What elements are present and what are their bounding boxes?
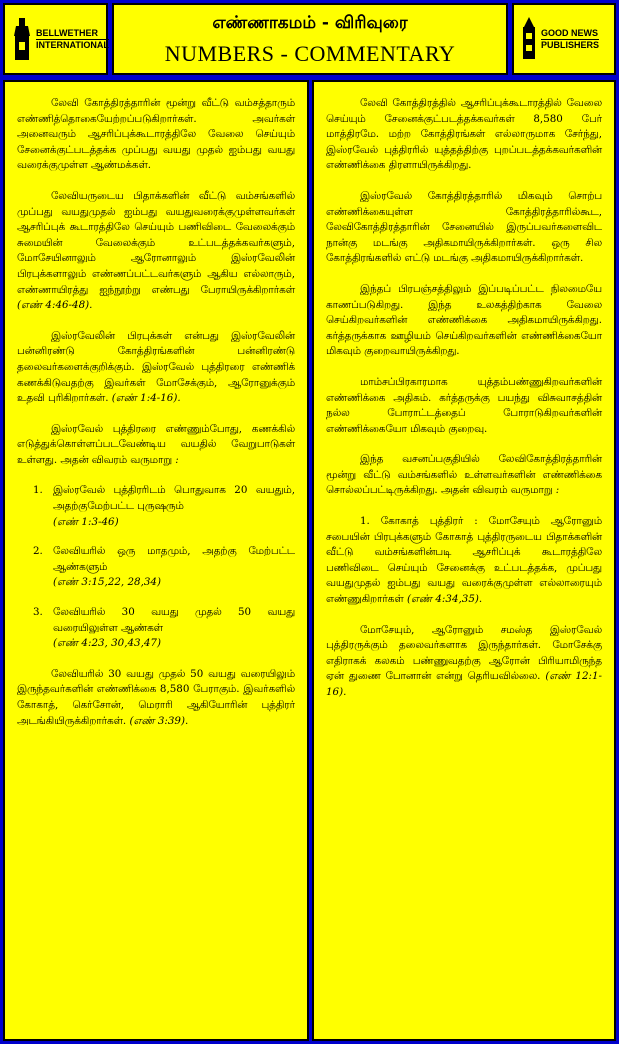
paragraph: லேவி கோத்திரத்தாரின் மூன்று வீட்டு வம்சத்தாரும் எண்ணித்தொகையேற்றப்படுகிறார்கள். அவர்கள் அனைவரும் ஆசரிப்புக்கூடாரத்திலே வேலை செய்யும் சேனைக்குட்படத்தக்க முப்பது வயது முதல் ஐம்பது வயது வரைக்குமுள்ள ஆண்மக்கள்.: [17, 97, 295, 172]
list-item: 1. இஸ்ரவேல் புத்திரரிடம் பொதுவாக 20 வயதும், அதற்குமேற்பட்ட புருஷரும் (எண் 1:3-46): [33, 484, 295, 528]
logo-text-right: GOOD NEWS PUBLISHERS: [541, 27, 600, 50]
scripture-reference: (எண் 12:1-16).: [326, 670, 602, 698]
paragraph: லேவி கோத்திரத்தில் ஆசரிப்புக்கூடாரத்தில் வேலை செய்யும் சேனைக்குட்படத்தக்கவர்கள் 8,580 பேர் மாத்திரமே. மற்ற கோத்திரங்கள் எல்லாருமாக சேர்ந்து, இஸ்ரவேல் புத்திரரில் யுத்தத்திற்கு புறப்படத்தக்கவர்களின் எண்ணிக்கை திரளாயிருக்கிறது.: [326, 97, 602, 172]
english-title: NUMBERS - COMMENTARY: [164, 41, 456, 66]
paragraph: இஸ்ரவேலின் பிரபுக்கள் என்பது இஸ்ரவேலின் பன்னிரண்டு கோத்திரங்களின் பன்னிரண்டு தலைவர்களைக்குறிக்கும். இஸ்ரவேல் புத்திரரை எண்ணிக் கணக்கிடுவதற்கு இவர்கள் மோசேக்கும், ஆரோனுக்கும் உதவி புரிகிறார்கள். (எண் 1:4-16).: [17, 329, 295, 405]
scripture-reference: (எண் 3:39).: [129, 714, 189, 727]
scripture-reference: (எண் 4:46-48).: [17, 299, 93, 312]
paragraph: இந்த வசனப்பகுதியில் லேவிகோத்திரத்தாரின் மூன்று வீட்டு வம்சங்களில் உள்ளவர்களின் எண்ணிக்கை சொல்லப்பட்டிருக்கிறது. அதன் விவரம் வருமாறு :: [326, 453, 602, 497]
scripture-reference: (எண் 1:3-46): [53, 515, 119, 528]
paragraph: இஸ்ரவேல் புத்திரரை எண்ணும்போது, கணக்கில் எடுத்துக்கொள்ளப்படவேண்டிய வயதில் வேறுபாடுகள் உள்ளது. அதன் விவரம் வருமாறு :: [17, 422, 295, 466]
logo-good-news: [512, 3, 616, 75]
tower-icon: [520, 17, 538, 61]
list-item: 2. லேவியரில் ஒரு மாதமும், அதற்கு மேற்பட்ட ஆண்களும் (எண் 3:15,22, 28,34): [33, 545, 295, 589]
scripture-reference: (எண் 1:4-16).: [111, 392, 181, 405]
left-column: [3, 80, 309, 1041]
list-item: 3. லேவியரில் 30 வயது முதல் 50 வயது வரையிலுள்ள ஆண்கள் (எண் 4:23, 30,43,47): [33, 606, 295, 650]
paragraph: லேவியரில் 30 வயது முதல் 50 வயது வரையிலும் இருந்தவர்களின் எண்ணிக்கை 8,580 பேராகும். இவர்களில் கோகாத், கெர்சோன், மெராரி ஆகியோரின் புத்திரர் அடங்கியிருக்கிறார்கள். (எண் 3:39).: [17, 667, 295, 727]
logo-bellwether: [3, 3, 108, 75]
paragraph: லேவியருடைய பிதாக்களின் வீட்டு வம்சங்களில் முப்பது வயதுமுதல் ஐம்பது வயதுவரைக்குமுள்ளவர்கள் ஆசரிப்புக் கூடாரத்திலே செய்யும் பணிவிடை வேலைக்கும் சுமையின் வேலைக்கும் உட்படத்தக்கவர்களும், மோசேயினாலும் ஆரோனாலும் இஸ்ரவேலின் பிரபுக்களாலும் எண்ணப்பட்டவர்களும் ஆகிய எல்லாரும், எண்ணாயிரத்து ஐந்நூற்று எண்பது பேராயிருக்கிறார்கள் (எண் 4:46-48).: [17, 189, 295, 312]
scripture-reference: (எண் 4:23, 30,43,47): [53, 637, 161, 650]
page-header: [112, 3, 508, 75]
scripture-reference: (எண் 3:15,22, 28,34): [53, 576, 161, 589]
logo-text-left: BELLWETHER INTERNATIONAL: [36, 27, 109, 50]
paragraph: மோசேயும், ஆரோனும் சமஸ்த இஸ்ரவேல் புத்திரருக்கும் தலைவர்களாக இருந்தார்கள். மோசேக்கு எதிராகக் கலகம் பண்ணுவதற்கு ஆரோன் பிரியாமிருந்த ஏன் துணை போனான் என்று தெரியவில்லை. (எண் 12:1-16).: [326, 623, 602, 698]
right-column: [312, 80, 616, 1041]
paragraph: மாம்சப்பிரகாரமாக யுத்தம்பண்ணுகிறவர்களின் எண்ணிக்கை அதிகம். கர்த்தருக்கு பயந்து விசுவாசத்தின் நல்ல போராட்டத்தைப் போராடுகிறவர்களின் எண்ணிக்கையோ மிகவும் குறைவு.: [326, 375, 602, 435]
bell-tower-icon: [11, 16, 33, 62]
paragraph: 1. கோகாத் புத்திரர் : மோசேயும் ஆரோனும் சபையின் பிரபுக்களும் கோகாத் புத்திரருடைய பிதாக்களின் வீட்டு வம்சங்களின்படி ஆசரிப்புக் கூடாரத்திலே பணிவிடை செய்யும் சேனைக்கு உட்படத்தக்க, முப்பது வயதுமுதல் ஐம்பது வயது வரைக்குமுள்ள எல்லாரையும் எண்ணுகிறார்கள் (எண் 4:34,35).: [326, 515, 602, 606]
scripture-reference: (எண் 4:34,35).: [406, 593, 483, 606]
tamil-title: எண்ணாகமம் - விரிவுரை: [212, 13, 408, 33]
paragraph: இந்தப் பிரபஞ்சத்திலும் இப்படிப்பட்ட நிலமையே காணப்படுகிறது. இந்த உலகத்திற்காக வேலை செய்கிறவர்களின் எண்ணிக்கை அதிகமாயிருக்கிறது. கர்த்தருக்காக ஊழியம் செய்கிறவர்களின் எண்ணிக்கையோ மிகவும் குறைவாயிருக்கிறது.: [326, 282, 602, 358]
age-list: [17, 483, 295, 651]
paragraph: இஸ்ரவேல் கோத்திரத்தாரில் மிகவும் சொற்ப எண்ணிக்கையுள்ள கோத்திரத்தாரில்கூட, லேவிகோத்திரத்தாரின் சேனையில் இருப்பவர்களைவிட நான்கு மடங்கு அதிகமாயிருக்கிறார்கள். ஒரு சில கோத்திரங்களில் எட்டு மடங்கு அதிகமாயிருக்கிறார்கள்.: [326, 189, 602, 265]
